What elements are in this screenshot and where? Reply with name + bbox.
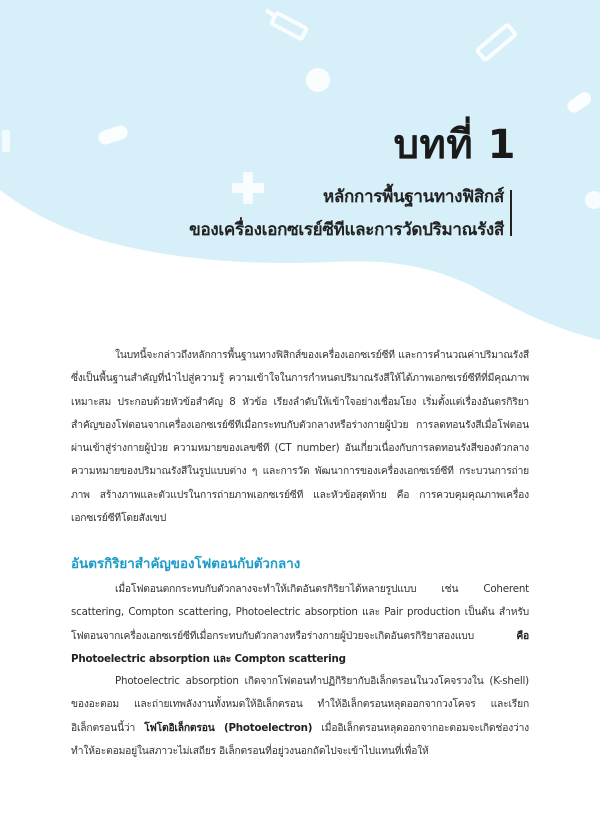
paragraph-text: เมื่อโฟตอนตกกระทบกับตัวกลางจะทำให้เกิดอันตรกิริยาได้หลายรูปแบบ เช่น Coherent scattering, Compton scattering, Photoelectric absorption และ Pair production เป็นต้น สำหรับโฟตอนจากเครื่องเอกซเรย์ซีทีเมื่อกระทบกับตัวกลางหรือร่างกายผู้ป่วยจะเกิดอันตรกิริยาสองแบบ	[71, 583, 529, 642]
paragraph-bold-text: คือ Photoelectric absorption และ Compton scattering	[71, 629, 529, 665]
chapter-subtitle-line1: หลักการพื้นฐานทางฟิสิกส์	[323, 187, 504, 207]
section-paragraph-1	[71, 578, 529, 671]
title-divider	[510, 190, 512, 236]
intro-paragraph: ในบทนี้จะกล่าวถึงหลักการพื้นฐานทางฟิสิกส์ของเครื่องเอกซเรย์ซีที และการคำนวณค่าปริมาณรังสี ซึ่งเป็นพื้นฐานสำคัญที่นำไปสู่ความรู้ ความเข้าใจในการกำหนดปริมาณรังสีให้ได้ภาพเอกซเรย์ซีทีที่มีคุณภาพเหมาะสม ประกอบด้วยหัวข้อสำคัญ 8 หัวข้อ เรียงลำดับให้เข้าใจอย่างเชื่อมโยง เริ่มตั้งแต่เรื่องอันตรกิริยาสำคัญของโฟตอนจากเครื่องเอกซเรย์ซีทีเมื่อกระทบกับตัวกลางหรือร่างกายผู้ป่วย การลดทอนรังสีเมื่อโฟตอนผ่านเข้าสู่ร่างกายผู้ป่วย ความหมายของเลขซีที (CT number) อันเกี่ยวเนื่องกับการลดทอนรังสีของตัวกลาง ความหมายของปริมาณรังสีในรูปแบบต่าง ๆ และการวัด พัฒนาการของเครื่องเอกซเรย์ซีที กระบวนการถ่ายภาพ สร้างภาพและตัวแปรในการถ่ายภาพเอกซเรย์ซีที และหัวข้อสุดท้าย คือ การควบคุมคุณภาพเครื่องเอกซเรย์ซีทีโดยสังเขป	[71, 349, 529, 525]
plus-cross-icon	[2, 130, 10, 152]
circle-icon	[306, 68, 330, 92]
paragraph-text: Photoelectric absorption เกิดจากโฟตอนทำปฏิกิริยากับอิเล็กตรอนในวงโคจรวงใน (K-shell) ของอะตอม และถ่ายเทพลังงานทั้งหมดให้อิเล็กตรอน ทำให้อิเล็กตรอนหลุดออกจากวงโคจร และเรียกอิเล็กตรอนนี้ว่า	[71, 675, 529, 734]
paragraph-bold-term: โฟโตอิเล็กตรอน (Photoelectron)	[144, 721, 313, 734]
section-paragraph-2	[71, 670, 529, 763]
chapter-subtitle-line2: ของเครื่องเอกซเรย์ซีทีและการวัดปริมาณรังสี	[189, 220, 504, 240]
plus-cross-icon	[288, 282, 338, 332]
chapter-title: บทที่ 1	[393, 122, 516, 168]
section-heading: อันตรกิริยาสำคัญของโฟตอนกับตัวกลาง	[71, 557, 301, 572]
paragraph-text: เมื่ออิเล็กตรอนหลุดออกจากอะตอมจะเกิดช่องว่าง ทำให้อะตอมอยู่ในสภาวะไม่เสถียร อิเล็กตรอนที่อยู่วงนอกถัดไปจะเข้าไปแทนที่เพื่อให้	[71, 721, 530, 757]
syringe-icon	[53, 262, 85, 286]
